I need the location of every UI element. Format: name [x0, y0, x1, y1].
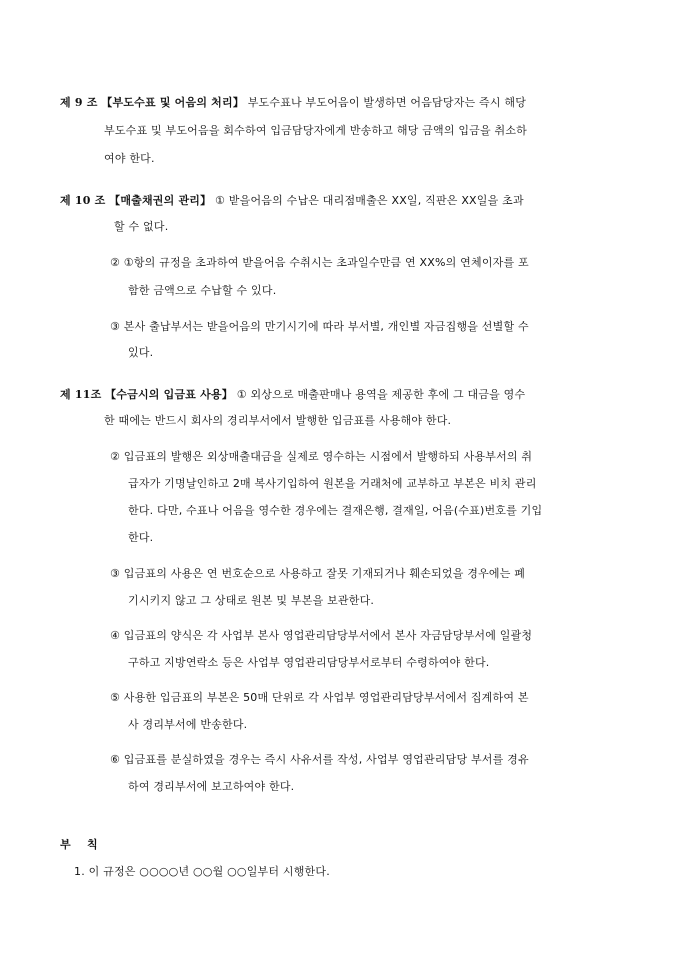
article-11-clause-6: ⑥ 입금표를 분실하였을 경우는 즉시 사유서를 작성, 사업부 영업관리담당 부서를 경유: [110, 753, 529, 766]
article-11-line: 한다. 다만, 수표나 어음을 영수한 경우에는 결재은행, 결재일, 어음(수표)번호를 기입: [128, 504, 543, 517]
article-9-first-line: [60, 95, 526, 111]
article-9-number: 제 9 조: [60, 96, 98, 109]
addendum-line: 1. 이 규정은 ○○○○년 ○○월 ○○일부터 시행한다.: [74, 865, 330, 878]
article-11-clause-3: ③ 입금표의 사용은 연 번호순으로 사용하고 잘못 기재되거나 훼손되었을 경우에는 폐: [110, 567, 526, 580]
article-11-line: 사 경리부서에 반송한다.: [128, 718, 248, 731]
article-11-clause-4: ④ 입금표의 양식은 각 사업부 본사 영업관리담당부서에서 본사 자금담당부서에 일괄청: [110, 629, 533, 642]
article-9-line: 부도수표 및 부도어음을 회수하여 입금담당자에게 반송하고 해당 금액의 입금을 취소하: [104, 124, 528, 137]
article-11-line: 한 때에는 반드시 회사의 경리부서에서 발행한 입금표를 사용해야 한다.: [104, 414, 452, 427]
article-11-line: 구하고 지방연락소 등은 사업부 영업관리담당부서로부터 수령하여야 한다.: [128, 656, 490, 669]
article-11-clause-5: ⑤ 사용한 입금표의 부본은 50매 단위로 각 사업부 영업관리담당부서에서 집계하여 본: [110, 691, 529, 704]
article-11-first-line: [60, 387, 525, 403]
article-11-clause-2: ② 입금표의 발행은 외상매출대금을 실제로 영수하는 시점에서 발행하되 사용부서의 취: [110, 450, 533, 463]
article-11-number: 제 11조: [60, 388, 102, 401]
article-10-line: 있다.: [128, 346, 154, 359]
article-10-clause-3: ③ 본사 출납부서는 받을어음의 만기시기에 따라 부서별, 개인별 자금집행을 선별할 수: [110, 320, 529, 333]
article-10-number: 제 10 조: [60, 194, 106, 207]
article-10-title: 【매출채권의 관리】: [109, 194, 212, 207]
article-10-line: 함한 금액으로 수납할 수 있다.: [128, 284, 277, 297]
article-9-line: 여야 한다.: [104, 152, 155, 165]
article-11-line: 급자가 기명날인하고 2매 복사기입하여 원본을 거래처에 교부하고 부본은 비치 관리: [128, 477, 537, 490]
article-10-first-line: [60, 193, 524, 209]
article-11-line: 한다.: [128, 531, 154, 544]
article-11-title: 【수금시의 입금표 사용】: [105, 388, 233, 401]
article-10-text: ① 받을어음의 수납은 대리점매출은 XX일, 직판은 XX일을 초과: [215, 194, 524, 207]
addendum-title: 부 칙: [60, 838, 98, 851]
article-10-line: 할 수 없다.: [114, 220, 169, 233]
article-11-text: ① 외상으로 매출판매나 용역을 제공한 후에 그 대금을 영수: [236, 388, 526, 401]
article-10-clause-2: ② ①항의 규정을 초과하여 받을어음 수취시는 초과일수만큼 연 XX%의 연체이자를 포: [110, 256, 529, 269]
article-11-line: 기시키지 않고 그 상태로 원본 및 부본을 보관한다.: [128, 594, 375, 607]
article-9-text: 부도수표나 부도어음이 발생하면 어음담당자는 즉시 해당: [247, 96, 527, 109]
article-11-line: 하여 경리부서에 보고하여야 한다.: [128, 780, 295, 793]
article-9-title: 【부도수표 및 어음의 처리】: [101, 96, 245, 109]
